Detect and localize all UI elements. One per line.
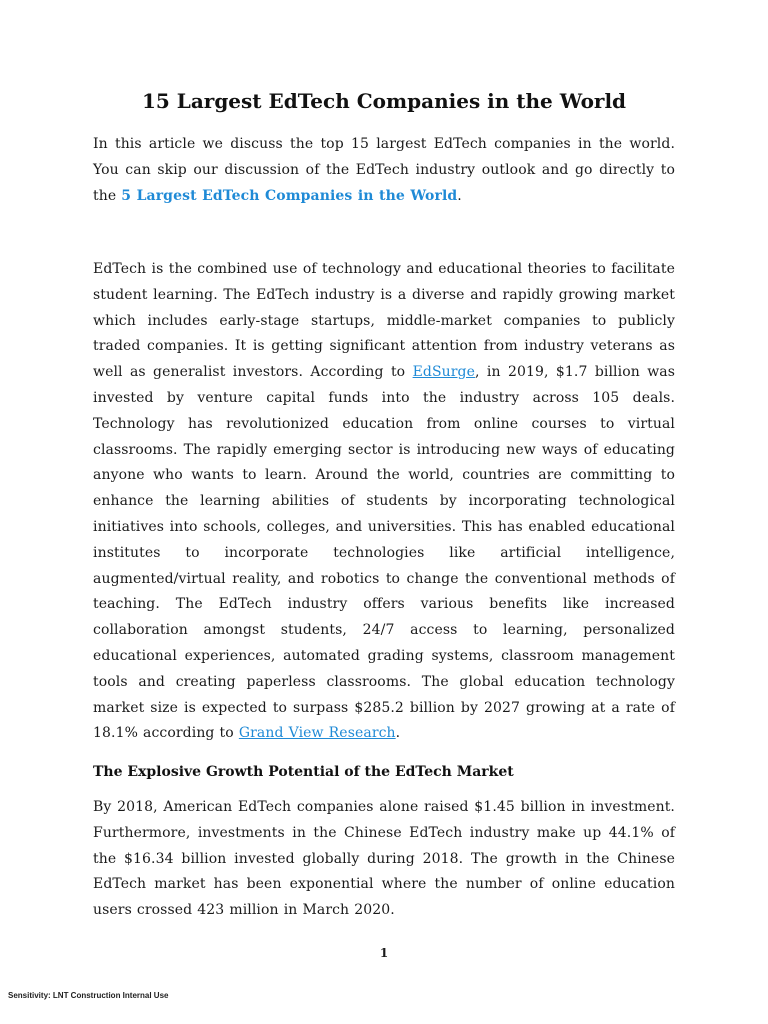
page-number: 1 bbox=[379, 946, 389, 960]
body-text-3: . bbox=[395, 725, 401, 742]
edsurge-link[interactable]: EdSurge bbox=[412, 364, 476, 381]
sensitivity-footer: Sensitivity: LNT Construction Internal Use bbox=[8, 991, 169, 1000]
body-text-1: EdTech is the combined use of technology and educational theories to facilitate student learning. The EdTech industry is a diverse and rapidly growing market which includes early-stage startups, middle-market companies to publicly traded companies. It is getting significant attention from industry veterans as well as generalist investors. According to bbox=[93, 261, 675, 381]
page-title: 15 Largest EdTech Companies in the World bbox=[141, 89, 627, 113]
intro-text-end: . bbox=[457, 187, 462, 204]
skip-to-list-link[interactable]: 5 Largest EdTech Companies in the World bbox=[121, 187, 458, 204]
grand-view-research-link[interactable]: Grand View Research bbox=[238, 725, 396, 742]
growth-paragraph: By 2018, American EdTech companies alone raised $1.45 billion in investment. Furthermore, investments in the Chinese EdTech industry make up 44.1% of the $16.34 billion invested globally during 2018. The growth in the Chinese EdTech market has been exponential where the number of online education users crossed 423 million in March 2020. bbox=[93, 799, 675, 919]
section-heading: The Explosive Growth Potential of the EdTech Market bbox=[93, 764, 514, 780]
intro-text: In this article we discuss the top 15 largest EdTech companies in the world. You can skip our discussion of the EdTech industry outlook and go directly to the bbox=[93, 136, 675, 204]
intro-paragraph bbox=[93, 132, 675, 209]
body-text-2: , in 2019, $1.7 billion was invested by venture capital funds into the industry across 105 deals. Technology has revolutionized education from online courses to virtual classrooms. The rapidly emerging sector is introducing new ways of educating anyone who wants to learn. Around the world, countries are committing to enhance the learning abilities of students by incorporating technological initiatives into schools, colleges, and universities. This has enabled educational institutes to incorporate technologies like artificial intelligence, augmented/virtual reality, and robotics to change the conventional methods of teaching. The EdTech industry offers various benefits like increased collaboration amongst students, 24/7 access to learning, personalized educational experiences, automated grading systems, classroom management tools and creating paperless classrooms. The global education technology market size is expected to surpass $285.2 billion by 2027 growing at a rate of 18.1% according to bbox=[93, 364, 676, 742]
body-paragraph bbox=[93, 257, 675, 747]
